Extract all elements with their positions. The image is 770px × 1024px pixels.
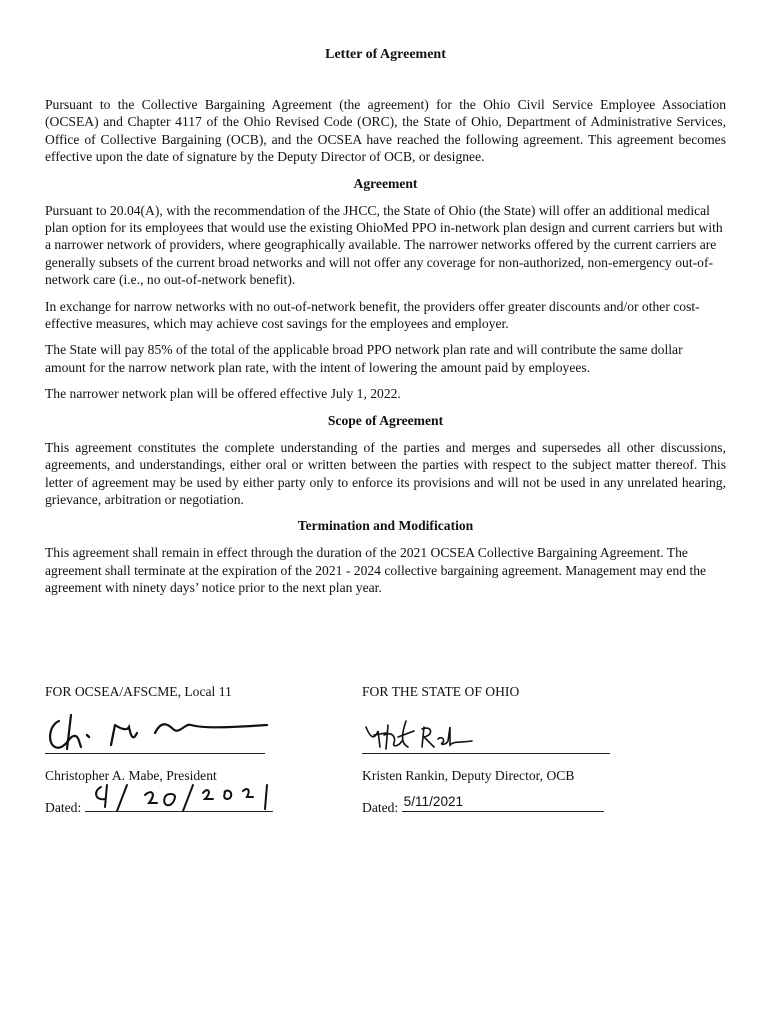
ocsea-signer-name: Christopher A. Mabe, President: [45, 768, 217, 783]
ocsea-dated-label: Dated:: [45, 800, 82, 815]
ocsea-dated-row: [45, 795, 273, 816]
ocsea-signature-line: [45, 753, 265, 754]
state-party-label: FOR THE STATE OF OHIO: [362, 684, 520, 699]
agreement-paragraph-3: The State will pay 85% of the total of the applicable broad PPO network plan rate and will contribute the same dollar amount for the narrow network plan rate, with the intent of lowering the amount paid by employees.: [45, 342, 683, 375]
state-signature-line: [362, 753, 610, 754]
state-date-value: 5/11/2021: [403, 794, 464, 809]
ocsea-handwritten-signature: [45, 713, 270, 753]
termination-paragraph: This agreement shall remain in effect through the duration of the 2021 OCSEA Collective Bargaining Agreement. The agreement shall terminate at the expiration of the 2021 - 2024 collective bargaining agreement. Management may end the agreement with ninety days’ notice prior to the next plan year.: [45, 545, 707, 596]
state-handwritten-signature: [362, 713, 612, 753]
termination-heading: Termination and Modification: [297, 518, 474, 534]
agreement-paragraph-4: The narrower network plan will be offered effective July 1, 2022.: [45, 386, 401, 402]
state-dated-label: Dated:: [362, 800, 399, 815]
state-dated-row: [362, 795, 604, 816]
ocsea-date-field: [85, 795, 273, 812]
agreement-heading: Agreement: [353, 175, 418, 191]
state-date-field: [402, 795, 604, 812]
letter-page: [45, 46, 726, 606]
agreement-paragraph-1: Pursuant to 20.04(A), with the recommendation of the JHCC, the State of Ohio (the State) will offer an additional medical plan option for its employees that would use the existing OhioMed PPO in-network plan design and current carriers but with a narrower network of providers, where geographically available. The narrower networks offered by the current carriers are generally subsets of the current broad networks and will not offer any coverage for non-authorized, non-emergency out-of-network care (i.e., no out-of-network benefit).: [45, 202, 723, 288]
scope-heading: Scope of Agreement: [327, 412, 444, 428]
agreement-paragraph-2: In exchange for narrow networks with no out-of-network benefit, the providers offer greater discounts and/or other cost-effective measures, which may achieve cost savings for the employees and employer.: [45, 298, 700, 332]
document-title: Letter of Agreement: [325, 47, 446, 62]
ocsea-party-label: FOR OCSEA/AFSCME, Local 11: [45, 684, 232, 699]
state-signer-name: Kristen Rankin, Deputy Director, OCB: [362, 768, 575, 783]
intro-paragraph: Pursuant to the Collective Bargaining Agreement (the agreement) for the Ohio Civil Service Employee Association (OCSEA) and Chapter 4117 of the Ohio Revised Code (ORC), the State of Ohio, Department of Administrative Services, Office of Collective Bargaining (OCB), and the OCSEA have reached the following agreement. This agreement becomes effective upon the date of signature by the Deputy Director of OCB, or designee.: [45, 97, 726, 165]
scope-paragraph: This agreement constitutes the complete understanding of the parties and merges and supersedes all other discussions, agreements, and understandings, either oral or written between the parties with respect to the subject matter thereof. This letter of agreement may be used by either party only to enforce its provisions and will not be used in any unrelated hearing, grievance, arbitration or negotiation.: [45, 439, 726, 507]
